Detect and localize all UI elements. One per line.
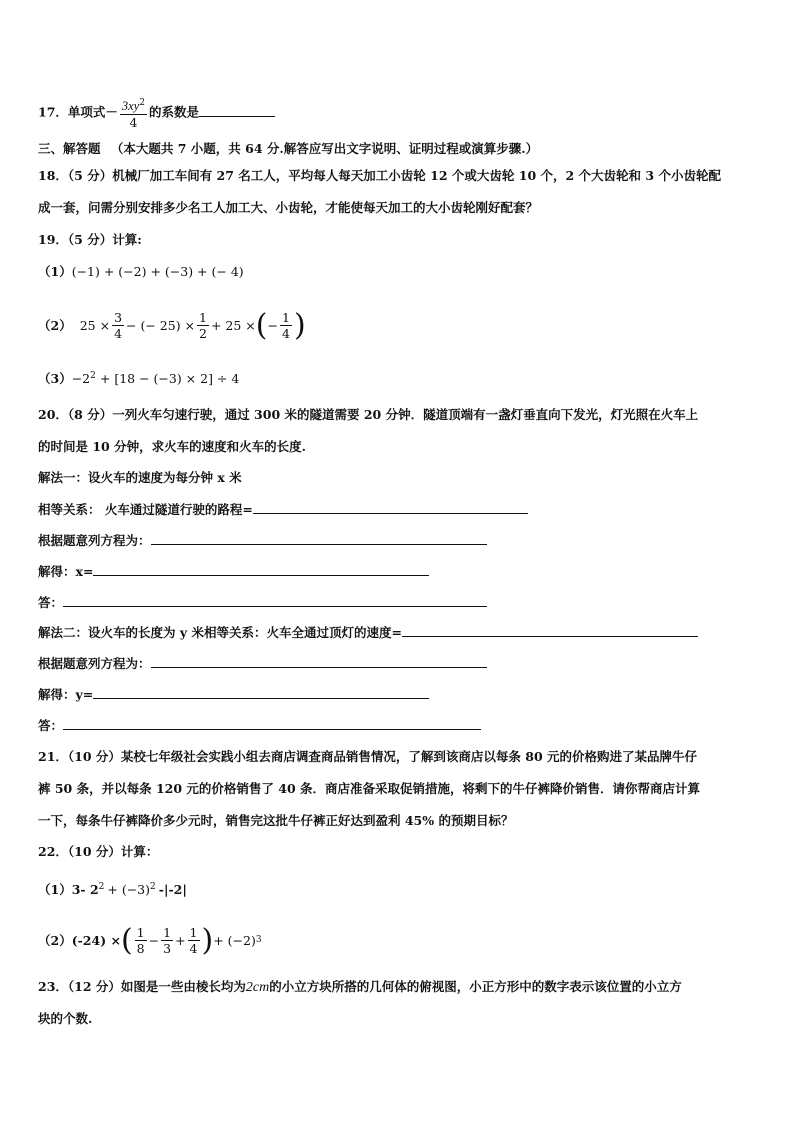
q22-p2-label: （2） [38,932,72,948]
q17-suffix: 的系数是 [149,104,200,120]
q20-m2-relation-blank [402,623,698,637]
q17-prefix: 单项式－ [67,104,118,120]
q18-line2: 成一套，问需分别安排多少名工人加工大、小齿轮，才能使每天加工的大小齿轮刚好配套？ [38,200,539,215]
q22-p2-lparen: ( [120,922,133,958]
q19-p1-label: （1） [38,264,72,279]
q22-p2-sup: 3 [255,935,262,945]
q19-p3-label: （3） [38,371,72,387]
q19-p1-expr: (−1) + (−2) + (−3) + (− 4) [71,264,244,279]
q17-answer-blank [199,103,275,117]
section3-title: 三、解答题 [38,141,101,156]
q20-m2-solution: 解得：y= [38,685,429,704]
q20-m1-equation-blank [151,531,487,545]
q22-p1-label: （1） [38,882,72,898]
q19-p2-frac2: $\frac{1}{2}$ [199,310,207,341]
q20-m2-answer-blank [63,716,481,730]
q19-p2-rparen: ) [293,307,306,343]
q20-m2-answer: 答： [38,716,481,735]
q22-p1-sup2: 2 [150,882,156,892]
q17 [38,96,275,130]
q22-part1 [38,878,187,899]
q21-line1: 21．（10 分）某校七年级社会实践小组去商店调查商品销售情况，了解到该商店以每条 80 元的价格购进了某品牌牛仔 [38,749,697,764]
q20-m1-answer-blank [63,593,487,607]
q19-p2-label: （2） [38,317,72,333]
q20-m2-equation-blank [151,654,487,668]
q19-p2-lparen: ( [255,307,268,343]
q22-p2-rparen: ) [201,922,214,958]
q19-p3-b: + [18 − (−3) × 2] ÷ 4 [99,371,240,387]
q19-p3-sup: 2 [90,371,96,381]
q17-frac-sup: 2 [139,98,146,108]
q20-m2-equation: 根据题意列方程为： [38,654,487,673]
q20-line2: 的时间是 10 分钟，求火车的速度和火车的长度. [38,439,306,454]
q22-p1-a: 3- 2 [71,882,99,898]
q21-line2: 裤 50 条，并以每条 120 元的价格销售了 40 条．商店准备采取促销措施，将剩下的牛仔裤降价销售．请你帮商店计算 [38,781,700,796]
q20-m2-solution-blank [93,685,429,699]
q20-method2: 解法二：设火车的长度为 y 米相等关系：火车全通过顶灯的速度= [38,623,698,642]
q20-line1: 20．（8 分）一列火车匀速行驶，通过 300 米的隧道需要 20 分钟．隧道顶端有一盏灯垂直向下发光，灯光照在火车上 [38,407,699,422]
q20-m1-answer: 答： [38,593,487,612]
section3-desc: （本大题共 7 小题，共 64 分.解答应写出文字说明、证明过程或演算步骤.） [110,141,539,156]
q20-m1-relation-blank [253,500,528,514]
q22-p2-frac1: $\frac{1}{8}$ [136,925,145,956]
q18-line1: 18．（5 分）机械厂加工车间有 27 名工人，平均每人每天加工小齿轮 12 个或大齿轮 10 个，2 个大齿轮和 3 个小齿轮配 [38,168,721,183]
q20-method1: 解法一：设火车的速度为每分钟 x 米 [38,470,242,485]
q19-part2: （2） 25 × $\frac{3}{4}$ − (− 25) × $\frac{1}{2}$ + 25 × ( − $\frac{1}{4}$ ) [38,307,306,343]
q22-part2: （2） (-24) × ( $\frac{1}{8}$ − $\frac{1}{3}$ + $\frac{1}{4}$ ) + (−2) 3 [38,922,262,958]
q22-p1-b: + (−3) [107,882,151,898]
q22-p1-sup1: 2 [98,882,105,892]
q21-line3: 一下，每条牛仔裤降价多少元时，销售完这批牛仔裤正好达到盈利 45% 的预期目标？ [38,813,514,828]
q19-p2-frac1: $\frac{3}{4}$ [114,310,123,341]
q19-part3 [38,367,239,388]
q20-m1-solution: 解得：x= [38,562,429,581]
q22-heading: 22．（10 分）计算： [38,844,159,859]
q23-unit: 2cm [245,980,270,995]
q22-p2-a: (-24) × [71,932,121,948]
q17-frac-den: 4 [129,115,138,131]
q17-fraction [120,96,147,130]
q22-p1-c: -|-2| [158,882,187,898]
q19-part1 [38,263,244,281]
section3-header [38,140,538,158]
q19-p2-b: − (− 25) × [126,317,196,333]
q23-line1: 23．（12 分）如图是一些由棱长均为2cm的小立方块所搭的几何体的俯视图，小正方形中的数字表示该位置的小立方 [38,979,682,995]
q22-p2-frac3: $\frac{1}{4}$ [189,925,198,956]
q17-number: 17． [38,104,68,120]
q22-p2-frac2: $\frac{1}{3}$ [163,925,172,956]
q23-line2: 块的个数. [38,1011,93,1026]
q19-p2-c: + 25 × [210,317,256,333]
q20-m1-solution-blank [93,562,429,576]
q19-p2-frac3: $\frac{1}{4}$ [282,310,290,341]
q19-heading: 19．（5 分）计算: [38,232,142,247]
q17-frac-num: 3xy [121,99,140,114]
q20-m1-equation: 根据题意列方程为： [38,531,487,550]
q22-p2-b: + (−2) [213,932,256,948]
q19-p2-a: 25 × [79,317,111,333]
q20-m1-relation: 相等关系： 火车通过隧道行驶的路程= [38,500,528,519]
q19-p3-a: −2 [71,371,91,387]
